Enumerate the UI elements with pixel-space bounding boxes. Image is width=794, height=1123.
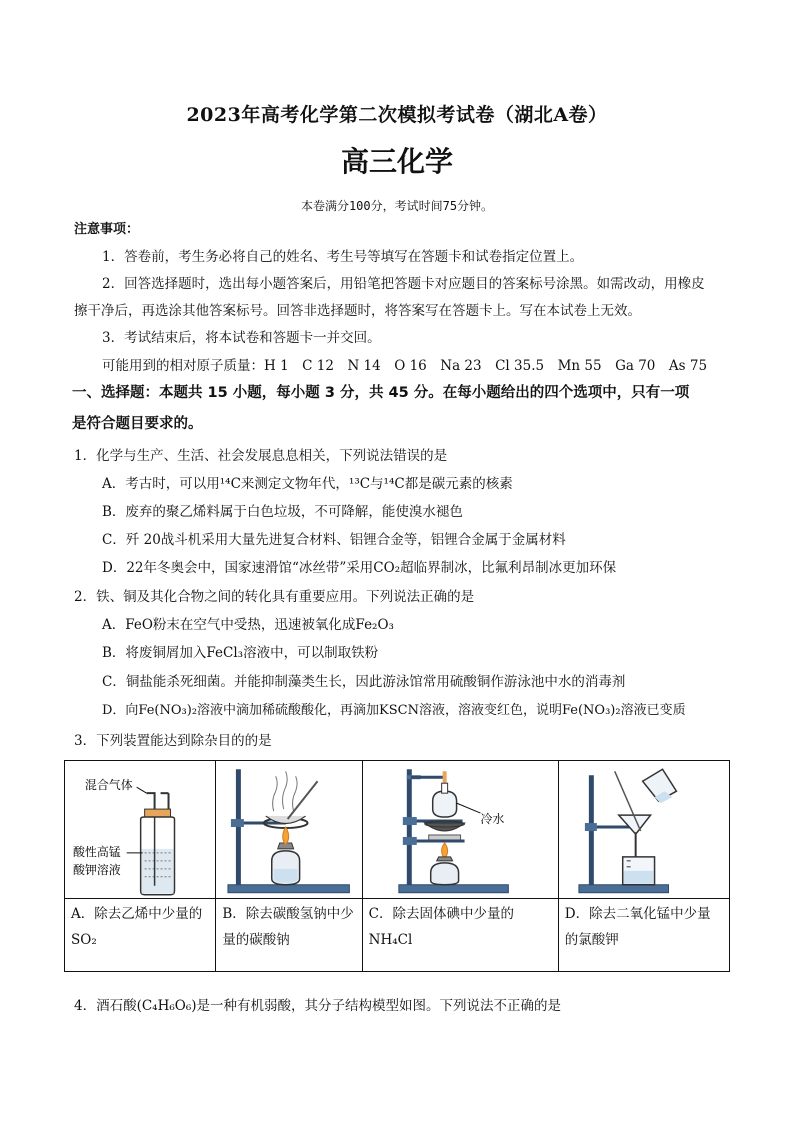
notice-item-1: 1．答卷前，考生务必将自己的姓名、考生号等填写在答题卡和试卷指定位置上。 <box>102 249 584 265</box>
q2-stem: 2．铁、铜及其化合物之间的转化具有重要应用。下列说法正确的是 <box>74 589 475 605</box>
q1-option-d: D．22年冬奥会中，国家速滑馆“冰丝带”采用CO₂超临界制冰，比氟利昂制冰更加环保 <box>102 560 617 576</box>
q2-option-b: B．将废铜屑加入FeCl₃溶液中，可以制取铁粉 <box>102 645 379 661</box>
figure-d-cell <box>558 761 729 899</box>
q2-option-d: D．向Fe(NO₃)₂溶液中滴加稀硫酸酸化，再滴加KSCN溶液，溶液变红色，说明Fe(NO₃)₂溶液已变质 <box>102 703 686 718</box>
q3-option-c: C．除去固体碘中少量的NH₄Cl <box>362 899 558 972</box>
notice-item-3: 3．考试结束后，将本试卷和答题卡一并交回。 <box>102 330 381 346</box>
filtration-figure <box>559 761 729 898</box>
gas-washing-bottle-figure <box>65 761 215 898</box>
q1-option-c: C．歼 20战斗机采用大量先进复合材料、铝锂合金等，铝锂合金属于金属材料 <box>102 532 566 548</box>
fig-a-label-gas: 混合气体 <box>84 778 133 793</box>
notice-item-2: 2．回答选择题时，选出每小题答案后，用铅笔把答题卡对应题目的答案标号涂黑。如需改动，用橡皮 <box>102 276 705 292</box>
q1-option-b: B．废弃的聚乙烯料属于白色垃圾，不可降解，能使溴水褪色 <box>102 504 463 520</box>
notice-item-2-cont: 擦干净后，再选涂其他答案标号。回答非选择题时，将答案写在答题卡上。写在本试卷上无效。 <box>74 303 641 319</box>
q3-stem: 3．下列装置能达到除杂目的的是 <box>74 733 272 749</box>
q2-option-c: C．铜盐能杀死细菌。并能抑制藻类生长，因此游泳馆常用硫酸铜作游泳池中水的消毒剂 <box>102 674 626 690</box>
sublimation-flask-figure <box>363 761 558 898</box>
notice-heading: 注意事项： <box>74 222 140 237</box>
q3-option-a: A．除去乙烯中少量的SO₂ <box>65 899 216 972</box>
fig-a-label-solution-2: 酸钾溶液 <box>72 862 121 877</box>
atomic-masses: 可能用到的相对原子质量：H 1 C 12 N 14 O 16 Na 23 Cl 35.5 Mn 55 Ga 70 As 75 <box>102 358 708 374</box>
score-note: 本卷满分100分，考试时间75分钟。 <box>300 199 494 213</box>
figure-a-cell <box>65 761 216 899</box>
fig-a-label-solution-1: 酸性高锰 <box>72 844 121 859</box>
section-heading-cont: 是符合题目要求的。 <box>72 416 203 432</box>
fig-c-label-cold-water: 冷水 <box>480 812 505 827</box>
evaporating-dish-heating-figure <box>216 761 361 898</box>
q2-option-a: A．FeO粉末在空气中受热，迅速被氧化成Fe₂O₃ <box>102 617 394 633</box>
figure-b-cell <box>216 761 362 899</box>
q3-apparatus-table <box>64 760 730 972</box>
section-heading: 一、选择题：本题共 15 小题，每小题 3 分，共 45 分。在每小题给出的四个选项中，只有一项 <box>72 385 690 401</box>
exam-subtitle: 高三化学 <box>340 145 453 178</box>
q3-option-d: D．除去二氧化锰中少量的氯酸钾 <box>558 899 729 972</box>
figure-c-cell <box>362 761 558 899</box>
q3-option-b: B．除去碳酸氢钠中少量的碳酸钠 <box>216 899 362 972</box>
q4-stem: 4．酒石酸(C₄H₆O₆)是一种有机弱酸，其分子结构模型如图。下列说法不正确的是 <box>74 998 562 1014</box>
exam-title: 2023年高考化学第二次模拟考试卷（湖北A卷） <box>186 104 608 126</box>
q1-option-a: A．考古时，可以用¹⁴C来测定文物年代，¹³C与¹⁴C都是碳元素的核素 <box>102 476 513 492</box>
q1-stem: 1．化学与生产、生活、社会发展息息相关，下列说法错误的是 <box>74 448 448 464</box>
